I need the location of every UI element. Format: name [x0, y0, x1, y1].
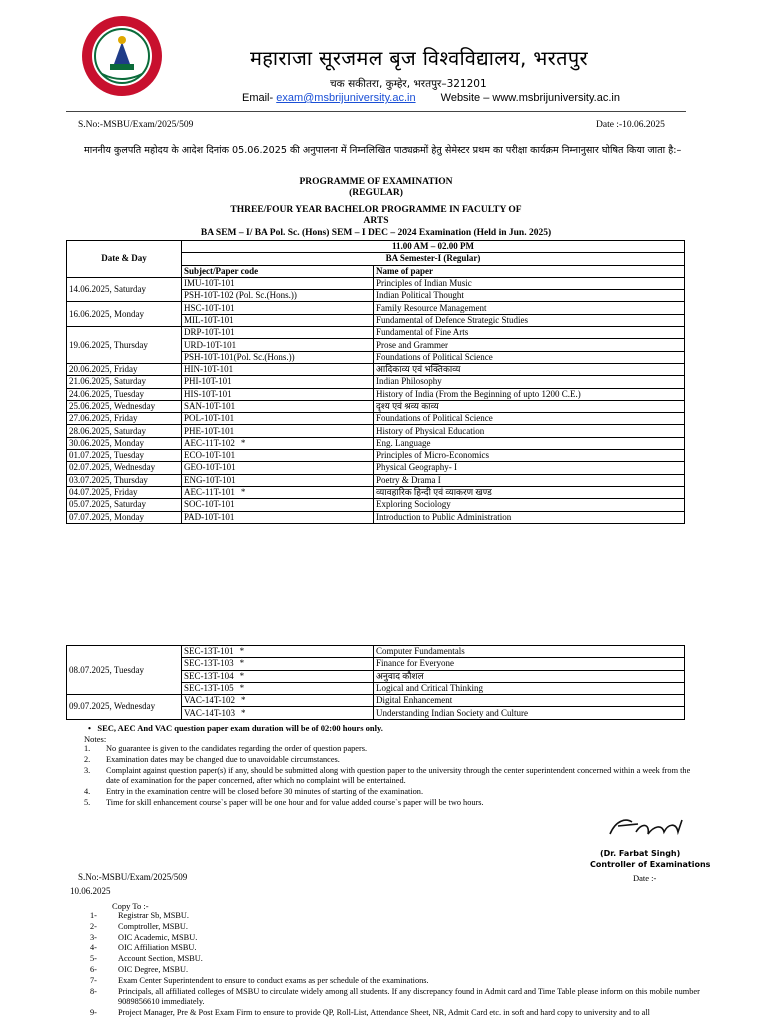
list-item [90, 965, 710, 976]
paper-code-text: PHE-10T-101 [184, 425, 235, 436]
item-text: Principals, all affiliated colleges of MSBU to circulate widely among all students. If any discrepancy found in Admit card and Time Table please inform on this mobile number 9089856610 immediately. [118, 986, 700, 1007]
paper-code-cell [182, 327, 374, 339]
paper-name-cell: Exploring Sociology [374, 499, 685, 511]
item-number: 2. [84, 754, 91, 764]
item-number: 1. [84, 744, 91, 753]
paper-code-cell [182, 339, 374, 351]
paper-name-cell: Physical Geography- I [374, 462, 685, 474]
paper-code-text: IMU-10T-101 [184, 278, 235, 289]
item-number: 6- [90, 964, 97, 974]
paper-name-cell: Foundations of Political Science [374, 351, 685, 363]
paper-code-cell [182, 314, 374, 326]
list-item [90, 922, 710, 933]
paper-name-cell: Digital Enhancement [374, 695, 685, 707]
list-item [90, 911, 710, 922]
item-text: Exam Center Superintendent to ensure to conduct exams as per schedule of the examinations. [118, 975, 429, 985]
email-label: Email- [242, 92, 274, 104]
item-text: Account Section, MSBU. [118, 954, 203, 964]
exam-date-cell: 20.06.2025, Friday [67, 363, 182, 375]
paper-name-cell: Fundamental of Defence Strategic Studies [374, 314, 685, 326]
paper-code-text: VAC-14T-103 [184, 707, 236, 718]
list-item [90, 943, 710, 954]
paper-code-text: PSH-10T-102 (Pol. Sc.(Hons.)) [184, 290, 297, 301]
asterisk-marker: * [240, 437, 246, 448]
paper-code-cell [182, 499, 374, 511]
paper-code-cell [182, 486, 374, 498]
paper-name-cell: History of Physical Education [374, 425, 685, 437]
item-text: Project Manager, Pre & Post Exam Firm to ensure to provide QP, Roll-List, Attendance Sheet, NR, Admit Card etc. in soft and hard copy to university and to all [118, 1008, 650, 1018]
paper-code-text: AEC-11T-101 [184, 487, 235, 498]
paper-code-cell [182, 351, 374, 363]
exam-date-cell: 19.06.2025, Thursday [67, 327, 182, 364]
university-logo [80, 14, 164, 98]
table-row [67, 450, 685, 462]
item-number: 3. [84, 765, 91, 775]
paper-code-text: SEC-13T-104 [184, 670, 234, 681]
exam-date-cell: 05.07.2025, Saturday [67, 499, 182, 511]
table-row [67, 462, 685, 474]
table-row [67, 363, 685, 375]
paper-code-text: ECO-10T-101 [184, 450, 236, 461]
paper-code-text: URD-10T-101 [184, 339, 237, 350]
item-number: 2- [90, 921, 97, 931]
table-row [67, 413, 685, 425]
asterisk-marker: * [239, 658, 245, 669]
item-text: OIC Affiliation MSBU. [118, 943, 197, 953]
heading-regular: (REGULAR) [349, 188, 403, 198]
paper-code-text: PSH-10T-101(Pol. Sc.(Hons.)) [184, 351, 295, 362]
paper-name-cell: व्यावहारिक हिन्दी एवं व्याकरण खण्ड [374, 486, 685, 498]
paper-code-text: SAN-10T-101 [184, 401, 236, 411]
paper-name-cell: Indian Philosophy [374, 376, 685, 388]
item-number: 3- [90, 932, 97, 942]
paper-code-cell [182, 670, 374, 682]
university-address: चक सकीतरा, कुम्हेर, भरतपुर–321201 [330, 78, 487, 90]
paper-code-cell [182, 707, 374, 719]
paper-code-cell [182, 277, 374, 289]
paper-name-cell: Foundations of Political Science [374, 413, 685, 425]
paper-code-cell [182, 450, 374, 462]
table-row [67, 277, 685, 289]
paper-name-cell: Family Resource Management [374, 302, 685, 314]
asterisk-marker: * [241, 707, 246, 718]
heading-arts: ARTS [363, 216, 389, 226]
paper-code-cell [182, 462, 374, 474]
paper-code-cell [182, 425, 374, 437]
item-text: Entry in the examination centre will be closed before 30 minutes of starting of the examination. [106, 787, 424, 797]
exam-date-cell: 25.06.2025, Wednesday [67, 400, 182, 412]
list-item [90, 987, 710, 1009]
paper-code-cell [182, 437, 374, 449]
signatory-date: Date :- [633, 873, 657, 883]
table-row [67, 486, 685, 498]
duration-note: • SEC, AEC And VAC question paper exam duration will be of 02:00 hours only. [88, 723, 383, 733]
item-number: 9- [90, 1008, 97, 1018]
paper-name-cell: दृश्य एवं श्रव्य काव्य [374, 400, 685, 412]
time-header: 11.00 AM – 02.00 PM [182, 241, 685, 253]
exam-date-cell: 30.06.2025, Monday [67, 437, 182, 449]
paper-code-text: SEC-13T-105 [184, 683, 234, 694]
asterisk-marker: * [239, 683, 245, 694]
item-text: Registrar Sb, MSBU. [118, 911, 189, 920]
intro-paragraph: माननीय कुलपति महोदय के आदेश दिनांक 05.06.2025 की अनुपालना में निम्नलिखित पाठ्यक्रमों हेतु सेमेस्टर प्रथम का परीक्षा कार्यक्रम निम्नानुसार घोषित किया जाता है:– [84, 145, 682, 156]
heading-semester: BA SEM – I/ BA Pol. Sc. (Hons) SEM – I DEC – 2024 Examination (Held in Jun. 2025) [200, 228, 552, 238]
item-text: No guarantee is given to the candidates regarding the order of question papers. [106, 744, 368, 753]
item-number: 4- [90, 943, 97, 953]
copy-to-heading: Copy To :- [112, 901, 149, 911]
list-item [90, 1008, 710, 1019]
website-text: Website – www.msbrijuniversity.ac.in [440, 92, 620, 104]
paper-code-text: HSC-10T-101 [184, 302, 235, 313]
exam-date-cell: 08.07.2025, Tuesday [67, 646, 182, 695]
paper-code-cell [182, 658, 374, 670]
exam-date-cell: 03.07.2025, Thursday [67, 474, 182, 486]
signatory-title: Controller of Examinations [590, 860, 711, 869]
asterisk-marker: * [239, 646, 245, 657]
paper-code-text: GEO-10T-101 [184, 462, 236, 473]
item-text: Time for skill enhancement course`s paper will be one hour and for value added course`s paper will be two hours. [106, 797, 484, 807]
paper-code-cell [182, 388, 374, 400]
paper-code-text: HIN-10T-101 [184, 364, 234, 375]
asterisk-marker: * [239, 670, 245, 681]
paper-code-cell [182, 290, 374, 302]
paper-name-cell: Computer Fundamentals [374, 646, 685, 658]
table-row [67, 302, 685, 314]
paper-name-cell: आदिकाव्य एवं भक्तिकाव्य [374, 363, 685, 375]
item-text: OIC Academic, MSBU. [118, 932, 198, 942]
paper-name-cell: Finance for Everyone [374, 658, 685, 670]
list-item [84, 755, 704, 766]
exam-date-cell: 28.06.2025, Saturday [67, 425, 182, 437]
list-item [84, 766, 704, 788]
table-row [67, 695, 685, 707]
paper-code-cell [182, 511, 374, 523]
exam-date-cell: 24.06.2025, Tuesday [67, 388, 182, 400]
paper-code-text: DRP-10T-101 [184, 327, 235, 338]
heading-faculty: THREE/FOUR YEAR BACHELOR PROGRAMME IN FACULTY OF [230, 205, 522, 215]
asterisk-marker: * [241, 695, 246, 706]
paper-name-cell: अनुवाद कौशल [374, 670, 685, 682]
paper-name-cell: Principles of Micro-Economics [374, 450, 685, 462]
paper-name-cell: Principles of Indian Music [374, 277, 685, 289]
exam-date-cell: 07.07.2025, Monday [67, 511, 182, 523]
list-item [84, 744, 704, 755]
exam-date-cell: 02.07.2025, Wednesday [67, 462, 182, 474]
table-row [67, 511, 685, 523]
exam-date-cell: 16.06.2025, Monday [67, 302, 182, 327]
sec-vac-schedule-table [66, 645, 685, 720]
item-number: 5- [90, 954, 97, 964]
paper-code-text: ENG-10T-101 [184, 474, 236, 485]
exam-date-cell: 21.06.2025, Saturday [67, 376, 182, 388]
list-item [90, 954, 710, 965]
university-name: महाराजा सूरजमल बृज विश्वविद्यालय, भरतपुर [250, 46, 588, 70]
paper-code-text: MIL-10T-101 [184, 314, 234, 325]
heading-programme: PROGRAMME OF EXAMINATION [299, 177, 453, 187]
contact-line [242, 92, 620, 104]
notes-heading: Notes: [84, 734, 107, 744]
paper-code-text: HIS-10T-101 [184, 388, 232, 399]
semester-header: BA Semester-I (Regular) [182, 253, 685, 265]
paper-name-cell: Prose and Grammer [374, 339, 685, 351]
paper-name-cell: Eng. Language [374, 437, 685, 449]
item-number: 1- [90, 911, 97, 920]
paper-code-text: SOC-10T-101 [184, 499, 235, 510]
paper-code-cell [182, 363, 374, 375]
paper-name-cell: Introduction to Public Administration [374, 511, 685, 523]
item-number: 5. [84, 797, 91, 807]
paper-name-cell: Poetry & Drama I [374, 474, 685, 486]
paper-code-text: VAC-14T-102 [184, 695, 236, 706]
exam-date-cell: 27.06.2025, Friday [67, 413, 182, 425]
exam-date-cell: 01.07.2025, Tuesday [67, 450, 182, 462]
signature [598, 810, 708, 846]
exam-date-cell: 04.07.2025, Friday [67, 486, 182, 498]
table-row [67, 376, 685, 388]
email-link[interactable]: exam@msbrijuniversity.ac.in [276, 92, 416, 104]
signatory-name: (Dr. Farbat Singh) [600, 849, 681, 858]
item-text: Examination dates may be changed due to unavoidable circumstances. [106, 754, 340, 764]
table-row [67, 400, 685, 412]
paper-code-cell [182, 400, 374, 412]
list-item [90, 976, 710, 987]
table-row [67, 388, 685, 400]
item-number: 8- [90, 986, 97, 996]
item-text: Complaint against question paper(s) if any, should be submitted along with question paper to the university through the center superintendent concerned within a week from the date of examination for the paper concerned, after which no complaint will be entertained. [106, 765, 691, 786]
item-number: 4. [84, 787, 91, 797]
item-text: Comptroller, MSBU. [118, 921, 188, 931]
paper-name-header: Name of paper [374, 265, 685, 277]
table-row [67, 437, 685, 449]
item-text: OIC Degree, MSBU. [118, 964, 189, 974]
exam-date-cell: 14.06.2025, Saturday [67, 277, 182, 302]
table-row [67, 499, 685, 511]
paper-code-text: SEC-13T-103 [184, 658, 234, 669]
paper-code-header: Subject/Paper code [182, 265, 374, 277]
paper-code-cell [182, 413, 374, 425]
reference-number: S.No:-MSBU/Exam/2025/509 [78, 120, 194, 130]
paper-code-cell [182, 302, 374, 314]
copy-to-list [90, 911, 710, 1019]
notes-list [84, 744, 704, 809]
table-row [67, 646, 685, 658]
date-day-header: Date & Day [67, 241, 182, 278]
list-item [84, 787, 704, 798]
exam-date-cell: 09.07.2025, Wednesday [67, 695, 182, 720]
paper-name-cell: Logical and Critical Thinking [374, 682, 685, 694]
table-row [67, 425, 685, 437]
header-divider [66, 111, 686, 112]
table-row [67, 474, 685, 486]
exam-schedule-table [66, 240, 685, 524]
asterisk-marker: * [240, 487, 246, 498]
paper-name-cell: Indian Political Thought [374, 290, 685, 302]
paper-code-text: PHI-10T-101 [184, 376, 232, 387]
paper-code-text: POL-10T-101 [184, 413, 235, 424]
paper-code-text: PAD-10T-101 [184, 511, 235, 522]
list-item [84, 798, 704, 809]
duration-note-text: SEC, AEC And VAC question paper exam duration will be of 02:00 hours only. [97, 723, 383, 733]
paper-code-cell [182, 474, 374, 486]
copy-reference-number: S.No:-MSBU/Exam/2025/509 [78, 872, 188, 882]
list-item [90, 933, 710, 944]
paper-name-cell: History of India (From the Beginning of upto 1200 C.E.) [374, 388, 685, 400]
table-row [67, 327, 685, 339]
paper-name-cell: Fundamental of Fine Arts [374, 327, 685, 339]
copy-date: 10.06.2025 [70, 886, 111, 896]
paper-code-cell [182, 695, 374, 707]
paper-code-text: SEC-13T-101 [184, 646, 234, 657]
issue-date: Date :-10.06.2025 [596, 120, 665, 130]
paper-code-cell [182, 376, 374, 388]
item-number: 7- [90, 975, 97, 985]
paper-code-cell [182, 646, 374, 658]
paper-code-text: AEC-11T-102 [184, 437, 235, 448]
paper-name-cell: Understanding Indian Society and Culture [374, 707, 685, 719]
paper-code-cell [182, 682, 374, 694]
